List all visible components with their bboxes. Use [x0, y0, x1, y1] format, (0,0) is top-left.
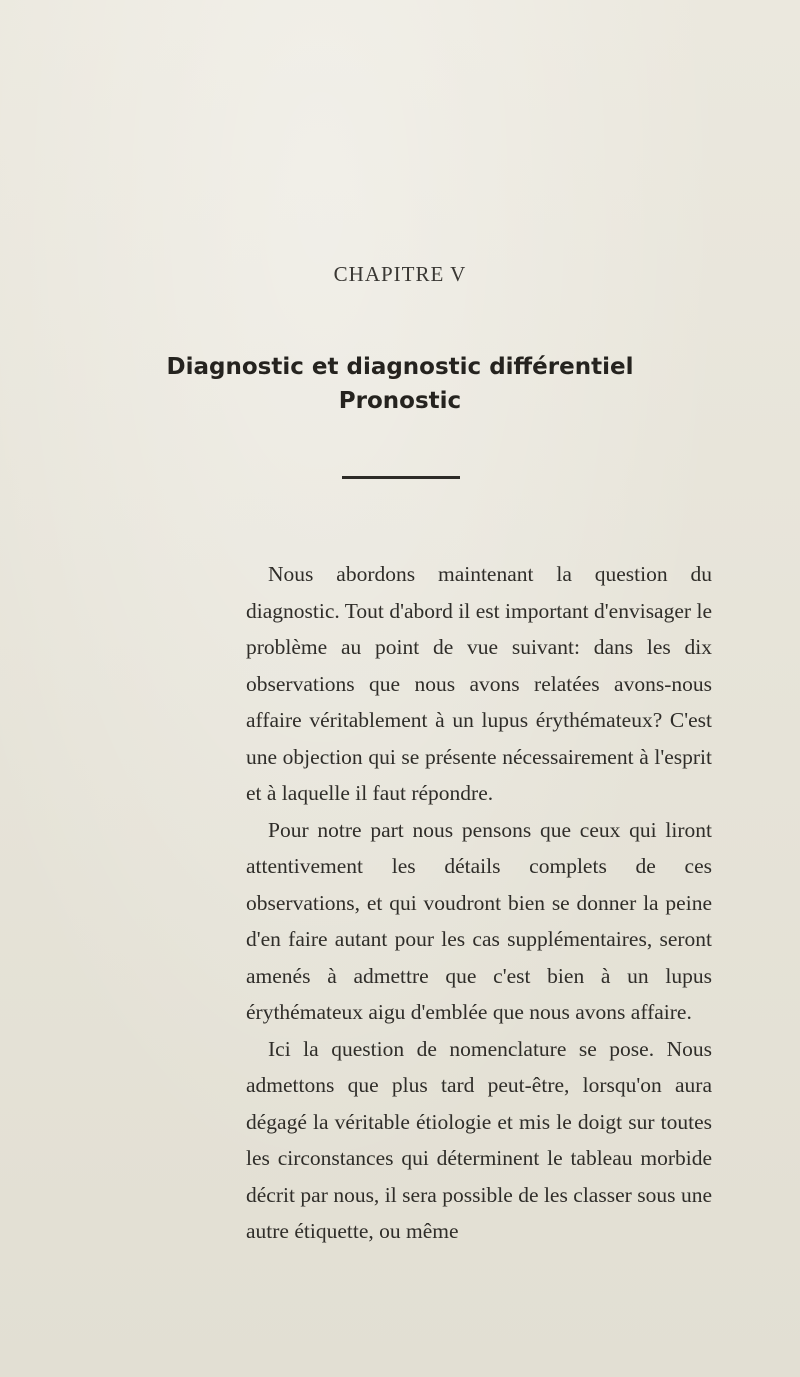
paragraph: Nous abordons maintenant la question du diagnostic. Tout d'abord il est important d'envisager le problème au point de vue suivant: dans les dix observations que nous avons relatées avons-nous affaire véritablement à un lupus érythémateux? C'est une objection qui se présente nécessairement à l'esprit et à laquelle il faut répondre. — [246, 562, 712, 805]
chapter-heading: CHAPITRE V — [333, 262, 467, 286]
chapter-title-line-1: Diagnostic et diagnostic différentiel — [166, 354, 634, 380]
chapter-title-line-2: Pronostic — [338, 388, 462, 414]
chapter-title — [0, 350, 800, 418]
body-text — [246, 556, 712, 1250]
title-divider — [342, 476, 460, 479]
paragraph: Ici la question de nomenclature se pose. Nous admettons que plus tard peut-être, lorsqu'on aura dégagé la véritable étiologie et mis le doigt sur toutes les circonstances qui déterminent le tableau morbide décrit par nous, il sera possible de les classer sous une autre étiquette, ou même — [246, 1036, 712, 1243]
paragraph: Pour notre part nous pensons que ceux qui liront attentivement les détails complets de ces observations, et qui voudront bien se donner la peine d'en faire autant pour les cas supplémentaires, seront amenés à admettre que c'est bien à un lupus érythémateux aigu d'emblée que nous avons affaire. — [246, 817, 712, 1024]
